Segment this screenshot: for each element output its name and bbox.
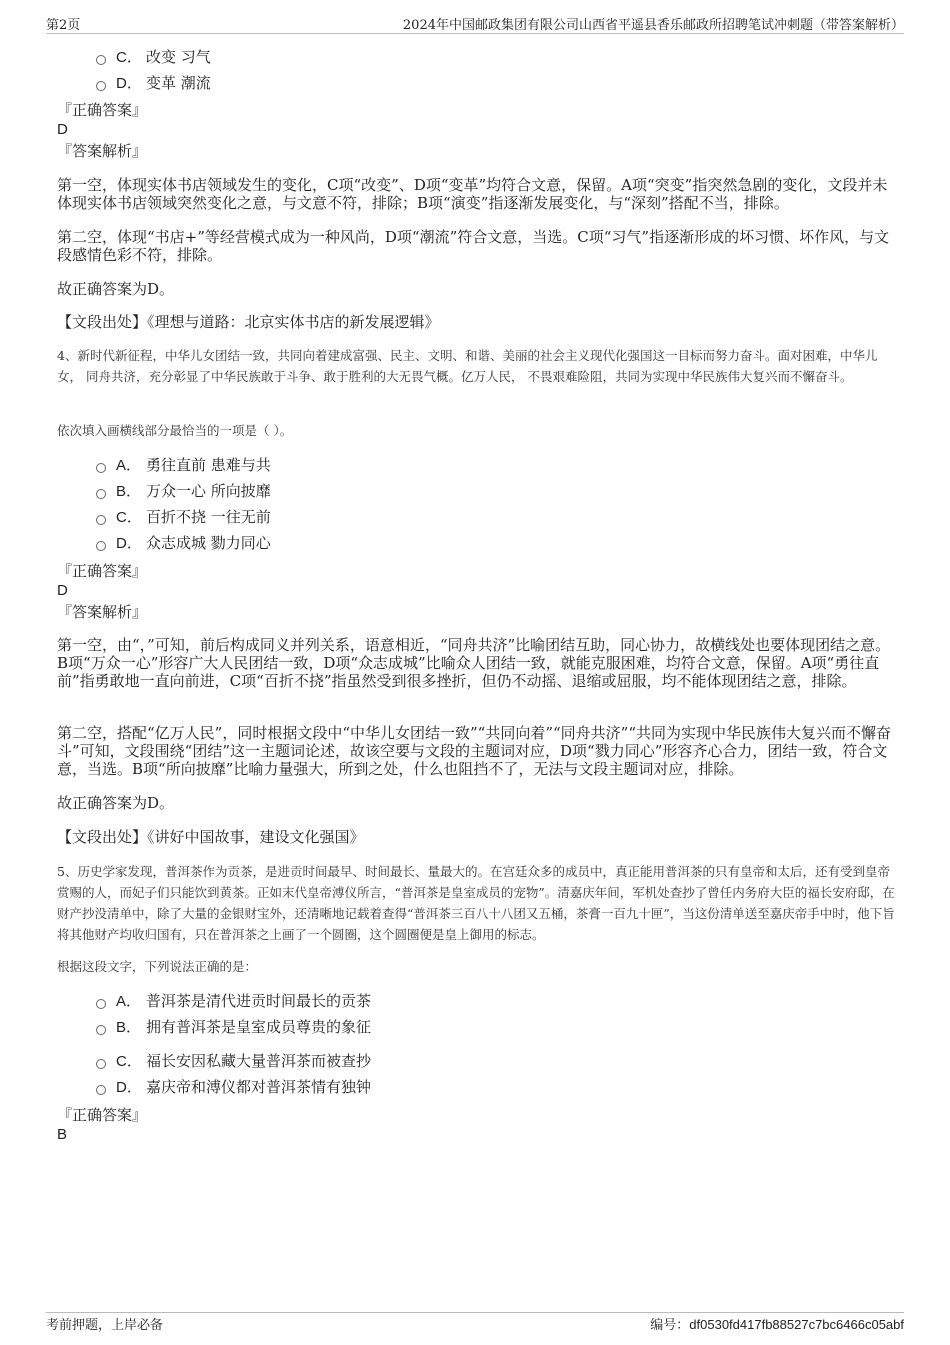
q3-conclusion: 故正确答案为D。 [57,280,175,298]
radio-icon[interactable] [96,999,106,1009]
q5-option-c[interactable]: C． 福长安因私藏大量普洱茶而被查抄 [96,1051,371,1071]
q4-conclusion: 故正确答案为D。 [57,794,175,812]
q5-prompt: 根据这段文字，下列说法正确的是： [57,959,258,974]
q3-source: 【文段出处】《理想与道路：北京实体书店的新发展逻辑》 [57,313,440,331]
radio-icon[interactable] [96,1059,106,1069]
q3-option-c[interactable]: C． 改变 习气 [96,47,211,67]
q3-analysis-label: 『答案解析』 [57,142,148,160]
q4-option-c[interactable]: C． 百折不挠 一往无前 [96,507,271,527]
q4-source: 【文段出处】《讲好中国故事，建设文化强国》 [57,828,365,846]
radio-icon[interactable] [96,541,106,551]
q4-option-b[interactable]: B． 万众一心 所向披靡 [96,481,271,501]
q4-stem: 4、新时代新征程，中华儿女团结一致，共同向着建成富强、民主、文明、和谐、美丽的社会主义现代化强国这一目标而努力奋斗。面对困难，中华儿女， 同舟共济，充分彰显了中华民族敢于斗争、敢于胜利的大无畏气概。亿万人民， 不畏艰难险阻，共同为实现中华民族伟大复兴而不懈奋斗。 [57,348,878,384]
q5-option-a[interactable]: A． 普洱茶是清代进贡时间最长的贡茶 [96,991,371,1011]
q4-answer-label: 『正确答案』 [57,562,148,580]
q5-option-d[interactable]: D． 嘉庆帝和溥仪都对普洱茶情有独钟 [96,1077,371,1097]
footer-divider [46,1312,904,1313]
q3-answer: D [57,121,68,138]
document-code: 编号：df0530fd417fb88527c7bc6466c05abf [650,1317,904,1333]
document-title: 2024年中国邮政集团有限公司山西省平遥县香乐邮政所招聘笔试冲刺题（带答案解析） [402,18,904,33]
q5-stem: 5、历史学家发现，普洱茶作为贡茶，是进贡时间最早、时间最长、量最大的。在宫廷众多的成员中，真正能用普洱茶的只有皇帝和太后，还有受到皇帝赏赐的人，而妃子们只能饮到黄茶。正如末代皇帝溥仪所言，“普洱茶是皇室成员的宠物”。清嘉庆年间，军机处查抄了曾任内务府大臣的福长安府邸，在财产抄没清单中，除了大量的金银财宝外，还清晰地记载着查得“普洱茶三百八十八团又五桶，茶膏一百九十匣”，当这份清单送至嘉庆帝手中时，他下旨将其他财产均收归国有，只在普洱茶之上画了一个圆圈，这个圆圈便是皇上御用的标志。 [57,864,895,942]
q4-analysis-para-1: 第一空，由“，”可知，前后构成同义并列关系，语意相近，“同舟共济”比喻团结互助，同心协力，故横线处也要体现团结之意。B项“万众一心”形容广大人民团结一致，D项“众志成城”比喻众人团结一致，就能克服困难，均符合文意，保留。A项“勇往直前”指勇敢地一直向前进，C项“百折不挠”指虽然受到很多挫折，但仍不动摇、退缩或屈服，均不能体现团结之意，排除。 [57,636,891,690]
header-divider [46,33,904,34]
page-number: 第2页 [46,18,81,33]
q4-analysis-para-2: 第二空，搭配“亿万人民”，同时根据文段中“中华儿女团结一致”“共同向着”“同舟共济”“共同为实现中华民族伟大复兴而不懈奋斗”可知，文段围绕“团结”这一主题词论述，故该空要与文段的主题词对应，D项“戮力同心”形容齐心合力，团结一致，符合文意，当选。B项“所向披靡”比喻力量强大，所到之处，什么也阻挡不了，无法与文段主题词对应，排除。 [57,724,892,778]
q3-option-d[interactable]: D． 变革 潮流 [96,73,211,93]
q4-prompt: 依次填入画横线部分最恰当的一项是（ ）。 [57,423,293,438]
q4-option-d[interactable]: D． 众志成城 勠力同心 [96,533,271,553]
q3-analysis-para-1: 第一空，体现实体书店领域发生的变化，C项“改变”、D项“变革”均符合文意，保留。A项“突变”指突然急剧的变化，文段并未体现实体书店领域突然变化之意，与文意不符，排除；B项“演变”指逐渐发展变化，与“深刻”搭配不当，排除。 [57,176,888,212]
q5-answer-label: 『正确答案』 [57,1106,148,1124]
q3-analysis-para-2: 第二空，体现“书店+”等经营模式成为一种风尚，D项“潮流”符合文意，当选。C项“习气”指逐渐形成的坏习惯、坏作风，与文段感情色彩不符，排除。 [57,228,890,264]
footer-slogan: 考前押题，上岸必备 [46,1318,164,1333]
radio-icon[interactable] [96,489,106,499]
radio-icon[interactable] [96,1025,106,1035]
q5-option-b[interactable]: B． 拥有普洱茶是皇室成员尊贵的象征 [96,1017,371,1037]
q4-analysis-label: 『答案解析』 [57,603,148,621]
radio-icon[interactable] [96,515,106,525]
radio-icon[interactable] [96,55,106,65]
q3-answer-label: 『正确答案』 [57,101,148,119]
q4-answer: D [57,582,68,599]
q5-answer: B [57,1126,68,1143]
radio-icon[interactable] [96,1085,106,1095]
radio-icon[interactable] [96,463,106,473]
q4-option-a[interactable]: A． 勇往直前 患难与共 [96,455,271,475]
radio-icon[interactable] [96,81,106,91]
